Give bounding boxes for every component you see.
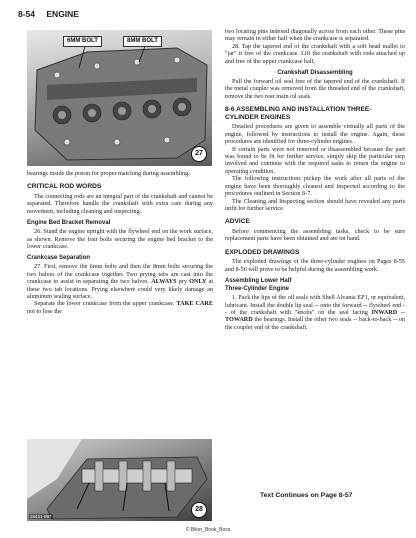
heading-exploded-drawings: EXPLODED DRAWINGS: [225, 248, 300, 256]
heading-critical-rod-words: CRITICAL ROD WORDS: [27, 183, 102, 191]
heading-crankshaft-disassembling: Crankshaft Disassembling: [277, 70, 353, 77]
right-column: [225, 28, 405, 331]
paragraph: 28. Tap the tapered end of the crankshaft with a soft head mallet to "jar" it free of the crankcase. Lift the crankshaft with rods attached up and free of the upper crankcase half.: [225, 42, 405, 65]
paragraph: two locating pins indexed diagonally across from each other. These pins may remain in either half when the crankcase is separated.: [225, 28, 405, 43]
paragraph: bearings inside the piston for proper matching during assembling.: [27, 170, 190, 177]
crankcase-illustration: [27, 30, 212, 166]
left-column: [27, 170, 213, 315]
heading-three-cylinder-engine: Three-Cylinder Engine: [225, 286, 290, 293]
continued-on-page-note: Text Continues on Page 8-57: [260, 492, 353, 499]
footer-watermark: © Biker_Book_Boss: [185, 527, 231, 533]
figure-reference-id: 28431-997: [30, 514, 52, 519]
crankshaft-photo: [27, 439, 212, 521]
page-header: [18, 9, 408, 23]
paragraph: Before commencing the assembling tasks, check to be sure replacement parts have been obtained and are on hand.: [225, 227, 405, 243]
paragraph: The connecting rods are an integral part of the crankshaft and cannot be separated. Therefore handle the crankshaft with extra care during any movement, including cleaning and inspecting.: [27, 193, 213, 215]
paragraph: 26. Stand the engine upright with the flywheel end on the work surface, as shown. Remove the four bolts securing the engine bed bracket to the lower crankcase.: [27, 228, 213, 251]
paragraph: Separate the lower crankcase from the upper crankcase. TAKE CARE not to lose the: [27, 300, 213, 315]
paragraph: If certain parts were not removed or disassembled because the part was found to be fit for further service, simply skip the particular step involved and continue with the required tasks to return the engine to operating condition.: [225, 145, 405, 175]
paragraph: The exploded drawings of the three-cylinder engines on Pages 8-55 and 8-56 will prove to be helpful during the assembling work.: [225, 258, 405, 273]
paragraph: The Cleaning and Inspecting section should have revealed any parts unfit for further service.: [225, 197, 405, 212]
paragraph: Detailed procedures are given to assemble virtually all parts of the engine, followed by instructions to install the engine. Again, these procedures are identified for three-cylinder engines.: [225, 123, 405, 146]
figure-number-badge: 28: [191, 502, 207, 518]
crankcase-photo: [27, 30, 212, 166]
heading-crankcase-separation: Crankcase Separation: [27, 255, 91, 262]
figure-number-badge: 27: [191, 146, 207, 162]
section-title: ENGINE: [46, 9, 79, 19]
6mm-bolt-callout: 6MM BOLT: [63, 36, 102, 47]
paragraph: Pull the forward oil seal free of the tapered end of the crankshaft. If the metal coupler was removed from the threaded end of the crankshaft, remove the two rear main oil seals.: [225, 78, 405, 100]
8mm-bolt-callout: 8MM BOLT: [123, 36, 162, 47]
heading-assembling-lower-half: Assembling Lower Half: [225, 278, 292, 285]
heading-advice: ADVICE: [225, 218, 250, 226]
heading-engine-bed-bracket-removal: Engine Bed Bracket Removal: [27, 220, 111, 227]
crankshaft-illustration: [27, 439, 212, 521]
heading-8-6-assembling-installation: 8-6 ASSEMBLING AND INSTALLATION THREE-CYLINDER ENGINES: [225, 106, 372, 121]
paragraph: 27. First, remove the 6mm bolts and then the 8mm bolts securing the two halves of the crankcase together. Two prying tabs are cast into the crankcase to assist in separating the two halves. ALWAYS pry ONLY at these two tab locations. Prying elsewhere could very likely damage an aluminum sealing surface.: [27, 263, 214, 301]
paragraph: The following instructions pickup the work after all parts of the engine have been thoroughly cleaned and inspected according to the procedures outlined in Section 8-7.: [225, 175, 405, 198]
paragraph: 1. Pack the lips of the oil seals with Shell Alvania EP1, or equivalent, lubricant. Install the double lip seal -- onto the forward -- flywheel end -- of the crankshaft with "knobs" on the seal facing INWARD -- TOWARD the bearings. Install the other two seals -- back-to-back -- on the coupler end of the crankshaft.: [225, 294, 406, 331]
page-number: 8-54: [18, 9, 36, 19]
